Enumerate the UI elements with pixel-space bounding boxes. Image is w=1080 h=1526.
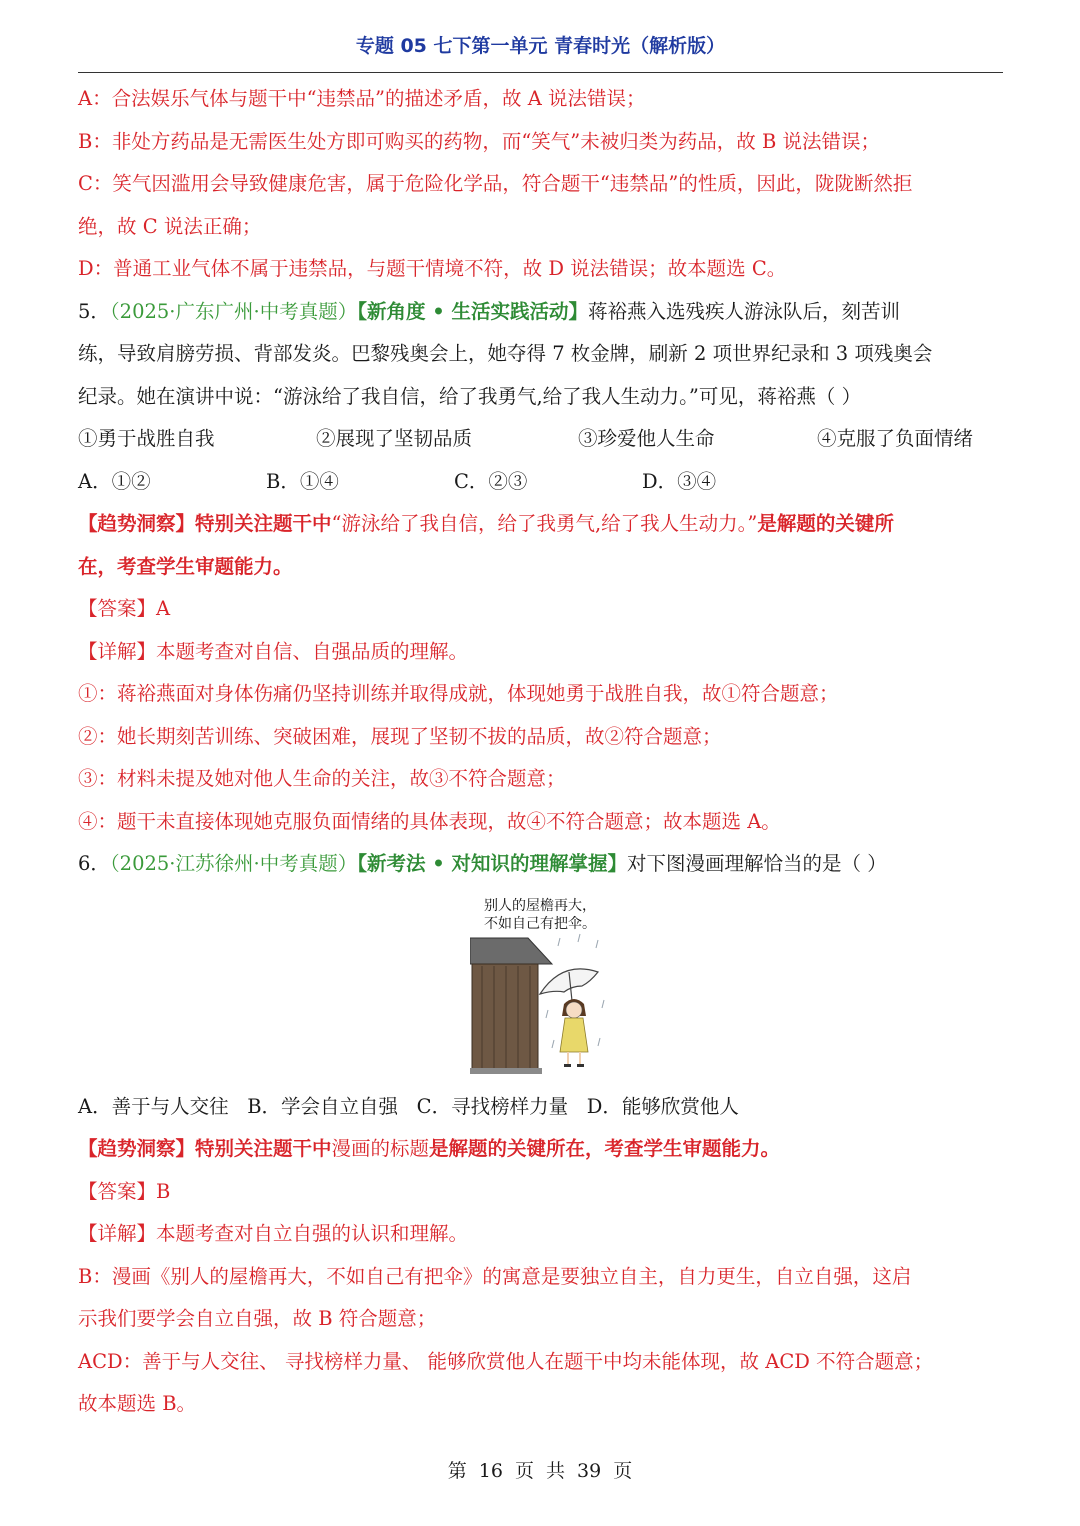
q5-detail [78, 631, 1003, 674]
q5-insight-tail: 是解题的关键所 [757, 512, 894, 535]
q6-source: （2025·江苏徐州·中考真题） [109, 852, 358, 875]
house-icon [470, 938, 552, 1074]
q5-insight-quote: “游泳给了我自信，给了我勇气,给了我人生动力。” [331, 512, 758, 535]
q6-explanation-acd-line1: ACD：善于与人交往、 寻找榜样力量、 能够欣赏他人在题干中均未能体现，故 ACD 不符合题意； [78, 1349, 934, 1373]
cartoon-caption-line1: 别人的屋檐再大， [484, 898, 596, 914]
cartoon-caption-line2: 不如自己有把伞。 [484, 916, 596, 932]
q5-insight-label: 【趋势洞察】特别关注题干中 [78, 512, 332, 535]
q6-detail [78, 1213, 1003, 1256]
q5-statement: ②展现了坚韧品质 [316, 427, 473, 450]
header-title: 专题 05 七下第一单元 青春时光（解析版） [355, 35, 726, 57]
q6-detail-text: 本题考查对自立自强的认识和理解。 [156, 1222, 469, 1245]
q6-explanation-acd-line2: 故本题选 B。 [78, 1392, 197, 1415]
q6-insight [78, 1128, 1003, 1171]
q6-stem-text: 对下图漫画理解恰当的是（ ） [627, 852, 887, 875]
q6-choice-a: A．善于与人交往 [78, 1094, 229, 1118]
q4-explanation-a: A：合法娱乐气体与题干中“违禁品”的描述矛盾，故 A 说法错误； [78, 87, 646, 110]
girl-icon [560, 999, 588, 1067]
q6-choices [78, 1086, 1003, 1129]
q5-choice-a: A．①② [78, 469, 151, 493]
q6-insight-label: 【趋势洞察】特别关注题干中 [78, 1137, 332, 1160]
q6-answer [78, 1171, 1003, 1214]
q5-choice-d: D．③④ [642, 469, 717, 493]
q6-stem [78, 843, 1003, 886]
q6-choice-c: C．寻找榜样力量 [416, 1094, 569, 1118]
q5-answer-label: 【答案】 [78, 597, 157, 620]
q5-choice-c: C．②③ [454, 469, 528, 493]
q5-tag: 【新角度 • 生活实践活动】 [357, 299, 588, 323]
q6-number: 6． [78, 852, 110, 875]
q4-explanation-c-line1: C：笑气因滥用会导致健康危害，属于危险化学品，符合题干“违禁品”的性质，因此，陇陇断然拒 [78, 172, 913, 195]
q5-number: 5． [78, 299, 110, 323]
q5-insight-line1 [78, 503, 1003, 546]
q5-explanation-1: ①：蒋裕燕面对身体伤痛仍坚持训练并取得成就，体现她勇于战胜自我，故①符合题意； [78, 682, 839, 705]
q5-explanation-2: ②：她长期刻苦训练、突破困难，展现了坚韧不拔的品质，故②符合题意； [78, 724, 722, 748]
q6-explanation-b-line2: 示我们要学会自立自强，故 B 符合题意； [78, 1307, 437, 1330]
q4-explanation-c-line2: 绝，故 C 说法正确； [78, 214, 262, 238]
q5-answer-value: A [156, 597, 171, 620]
q5-stem-line1 [78, 291, 1003, 334]
q5-statements [78, 418, 1003, 461]
q4-explanation-d: D：普通工业气体不属于违禁品，与题干情境不符，故 D 说法错误；故本题选 C。 [78, 257, 787, 280]
q5-answer [78, 588, 1003, 631]
q6-choice-b: B．学会自立自强 [247, 1094, 399, 1118]
q5-choice-b: B．①④ [266, 469, 339, 493]
q5-explanation-3: ③：材料未提及她对他人生命的关注，故③不符合题意； [78, 767, 566, 790]
q5-statement: ③珍爱他人生命 [578, 427, 715, 450]
page-content [78, 78, 1003, 1426]
q6-answer-label: 【答案】 [78, 1179, 157, 1203]
q6-choice-d: D．能够欣赏他人 [586, 1094, 739, 1118]
q6-insight-tail: 是解题的关键所在，考查学生审题能力。 [429, 1137, 781, 1160]
q5-stem-line2: 练，导致肩膀劳损、背部发炎。巴黎残奥会上，她夺得 7 枚金牌，刷新 2 项世界纪录和 3 项残奥会 [78, 342, 933, 365]
q5-statement: ④克服了负面情绪 [817, 427, 974, 450]
q5-detail-label: 【详解】 [78, 639, 157, 663]
q5-insight-line2: 在，考查学生审题能力。 [78, 554, 293, 578]
q4-explanation-b: B：非处方药品是无需医生处方即可购买的药物，而“笑气”未被归类为药品，故 B 说法错误； [78, 129, 880, 153]
q5-explanation-4: ④：题干未直接体现她克服负面情绪的具体表现，故④不符合题意；故本题选 A。 [78, 809, 781, 833]
q5-choices [78, 461, 1003, 504]
page-header [78, 28, 1003, 73]
page-footer [0, 1456, 1080, 1483]
q6-detail-label: 【详解】 [78, 1222, 157, 1245]
q5-source: （2025·广东广州·中考真题） [109, 299, 358, 323]
q6-explanation-b-line1: B：漫画《别人的屋檐再大，不如自己有把伞》的寓意是要独立自主，自力更生，自立自强，这启 [78, 1264, 912, 1288]
q5-statement: ①勇于战胜自我 [78, 427, 215, 450]
q6-tag: 【新考法 • 对知识的理解掌握】 [357, 852, 627, 875]
q5-stem-line3: 纪录。她在演讲中说：“游泳给了我自信，给了我勇气,给了我人生动力。”可见，蒋裕燕（ ） [78, 384, 862, 408]
cartoon-illustration [470, 890, 610, 1076]
page-number: 第 16 页 共 39 页 [447, 1460, 633, 1482]
q6-insight-mid: 漫画的标题 [331, 1137, 430, 1160]
q6-answer-value: B [156, 1179, 171, 1203]
q5-stem-text1: 蒋裕燕入选残疾人游泳队后，刻苦训 [588, 299, 901, 323]
q5-detail-text: 本题考查对自信、自强品质的理解。 [156, 639, 469, 663]
